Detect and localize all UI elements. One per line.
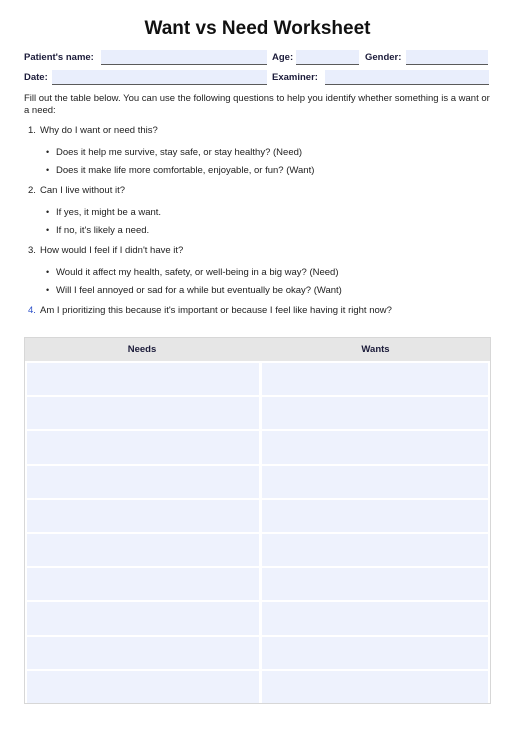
needs-cell[interactable]: [27, 466, 259, 498]
needs-cell[interactable]: [27, 637, 259, 669]
patient-name-field[interactable]: [101, 50, 267, 65]
question-4-text: Am I prioritizing this because it's important or because I feel like having it right now?: [40, 305, 392, 316]
bullet-icon: •: [46, 165, 50, 175]
bullet-icon: •: [46, 147, 50, 157]
page-title: Want vs Need Worksheet: [144, 18, 371, 39]
gender-field[interactable]: [406, 50, 488, 65]
question-1: [28, 125, 158, 137]
bullet-icon: •: [46, 225, 50, 235]
needs-cell[interactable]: [27, 534, 259, 566]
wants-cell[interactable]: [262, 671, 488, 703]
session-info-row: [24, 70, 491, 86]
needs-cell[interactable]: [27, 397, 259, 429]
date-field[interactable]: [52, 70, 267, 85]
wants-column-header: Wants: [361, 344, 390, 355]
gender-label: Gender:: [365, 52, 402, 63]
question-3-text: How would I feel if I didn't have it?: [40, 245, 184, 256]
examiner-label: Examiner:: [272, 72, 318, 83]
wants-cell[interactable]: [262, 466, 488, 498]
patient-info-row: [24, 50, 491, 66]
bullet-icon: •: [46, 285, 50, 295]
question-3-number: 3.: [28, 245, 36, 256]
question-2-text: Can I live without it?: [40, 185, 126, 196]
table-header: [25, 338, 490, 361]
question-3-bullet-2: [46, 284, 342, 297]
wants-cell[interactable]: [262, 534, 488, 566]
bullet-text: Does it make life more comfortable, enjoyable, or fun? (Want): [56, 165, 315, 176]
question-2-bullet-2: [46, 224, 149, 237]
question-1-number: 1.: [28, 125, 36, 136]
needs-column-header: Needs: [127, 344, 157, 355]
age-field[interactable]: [296, 50, 359, 65]
wants-cell[interactable]: [262, 397, 488, 429]
needs-cell[interactable]: [27, 568, 259, 600]
question-3-bullet-1: [46, 266, 339, 279]
wants-cell[interactable]: [262, 568, 488, 600]
wants-cell[interactable]: [262, 602, 488, 634]
needs-cell[interactable]: [27, 671, 259, 703]
wants-cell[interactable]: [262, 431, 488, 463]
question-2-number: 2.: [28, 185, 36, 196]
patient-name-label: Patient's name:: [24, 52, 94, 63]
bullet-icon: •: [46, 267, 50, 277]
wants-cell[interactable]: [262, 637, 488, 669]
question-1-bullet-2: [46, 164, 314, 177]
bullet-text: Will I feel annoyed or sad for a while but eventually be okay? (Want): [56, 285, 342, 296]
question-4-number: 4.: [28, 305, 36, 316]
wants-cell[interactable]: [262, 500, 488, 532]
question-4: [28, 305, 392, 317]
needs-wants-table: [24, 337, 491, 704]
question-1-text: Why do I want or need this?: [40, 125, 158, 136]
needs-cell[interactable]: [27, 431, 259, 463]
bullet-text: If yes, it might be a want.: [56, 207, 162, 218]
question-2-bullet-1: [46, 206, 161, 219]
date-label: Date:: [24, 72, 48, 83]
question-3: [28, 245, 183, 257]
age-label: Age:: [272, 52, 294, 63]
bullet-text: Does it help me survive, stay safe, or stay healthy? (Need): [56, 147, 303, 158]
needs-cell[interactable]: [27, 500, 259, 532]
examiner-field[interactable]: [325, 70, 489, 85]
needs-cell[interactable]: [27, 602, 259, 634]
needs-cell[interactable]: [27, 363, 259, 395]
bullet-text: Would it affect my health, safety, or well-being in a big way? (Need): [56, 267, 339, 278]
instructions-text: Fill out the table below. You can use the following questions to help you identify whether something is a want or a need:: [24, 93, 490, 116]
bullet-text: If no, it's likely a need.: [56, 225, 150, 236]
wants-cell[interactable]: [262, 363, 488, 395]
question-2: [28, 185, 125, 197]
question-1-bullet-1: [46, 146, 302, 159]
bullet-icon: •: [46, 207, 50, 217]
